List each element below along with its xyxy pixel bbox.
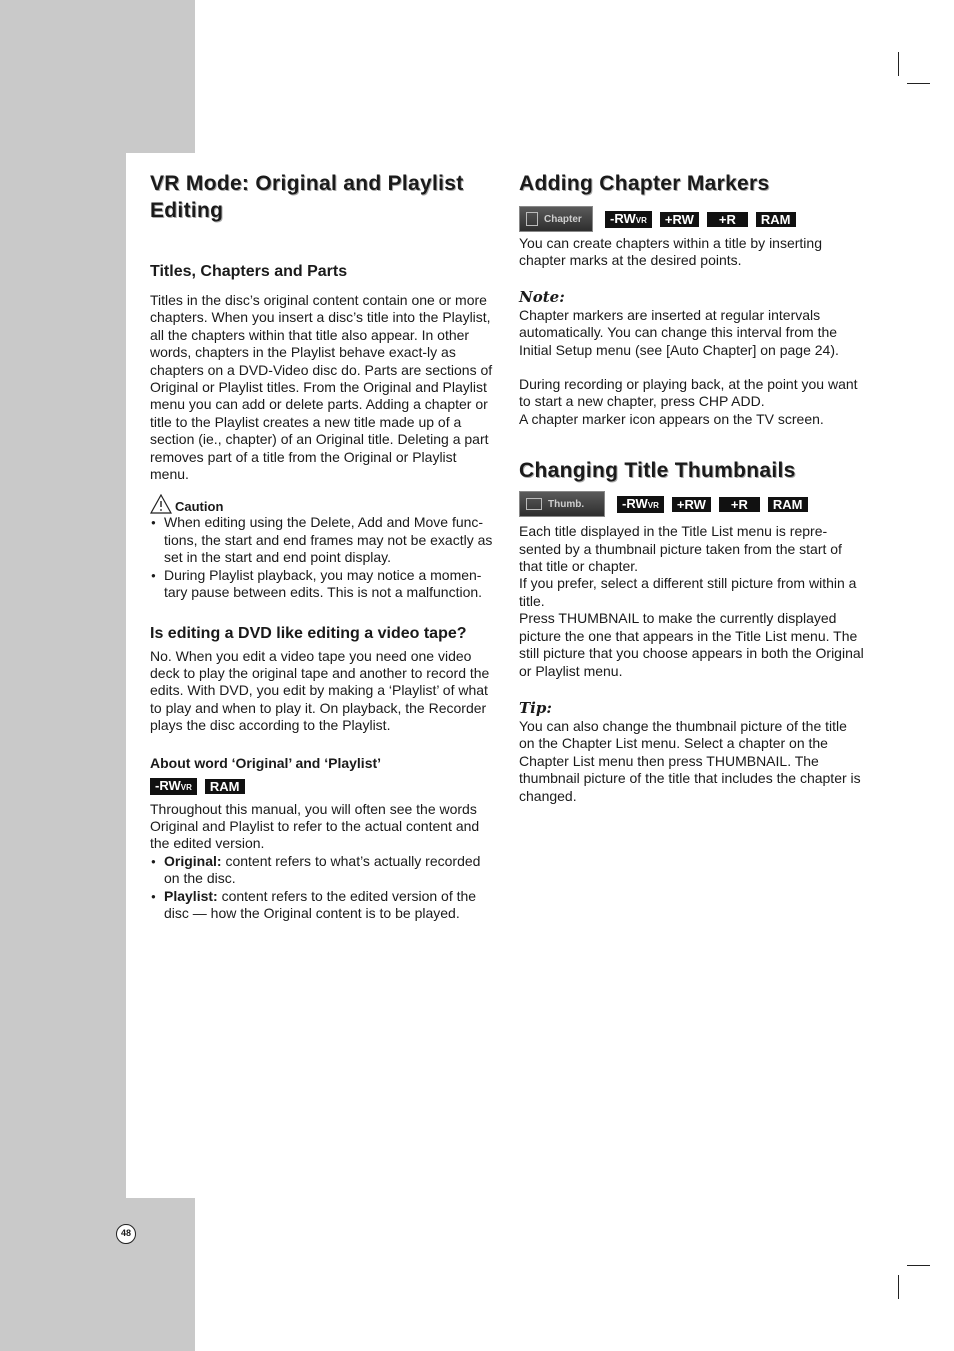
badge-plus-rw: +RW xyxy=(660,212,699,227)
badge-ram: RAM xyxy=(756,212,796,227)
list-item: ● When editing using the Delete, Add and Move func-tions, the start and end frames may not be exactly as set in the start and end point display. xyxy=(150,514,498,566)
body-paragraph: Each title displayed in the Title List menu is repre-sented by a thumbnail picture taken from the start of that title or chapter. xyxy=(519,523,842,575)
chapter-osd-icon: Chapter xyxy=(519,206,593,232)
crop-mark xyxy=(907,1265,930,1266)
margin-band-bottom xyxy=(0,1198,195,1351)
list-item: ● Original: content refers to what’s actually recorded on the disc. xyxy=(150,853,498,888)
section-title: Adding Chapter Markers xyxy=(519,172,770,195)
badge-plus-rw: +RW xyxy=(672,497,711,512)
note-label: Note: xyxy=(519,287,565,306)
caution-list xyxy=(150,514,498,601)
badge-rw-vr: -RWVR xyxy=(150,778,197,795)
body-paragraph: During recording or playing back, at the point you want to start a new chapter, press CHP ADD. xyxy=(519,376,858,410)
subsection-heading: Is editing a DVD like editing a video tape? xyxy=(150,624,467,642)
left-column xyxy=(150,170,498,922)
page-number: 48 xyxy=(116,1224,136,1244)
section-title: Changing Title Thumbnails xyxy=(519,459,796,483)
margin-band-top xyxy=(0,0,195,153)
note-body: Chapter markers are inserted at regular intervals automatically. You can change this interval from the Initial Setup menu (see [Auto Chapter] on page 24). xyxy=(519,306,839,358)
right-column xyxy=(519,170,864,805)
body-paragraph: Throughout this manual, you will often see the words Original and Playlist to refer to the actual content and the edited version. xyxy=(150,800,480,852)
body-paragraph: You can create chapters within a title by inserting chapter marks at the desired points. xyxy=(519,235,822,269)
crop-mark xyxy=(898,52,899,76)
disc-badges xyxy=(519,491,864,517)
badge-plus-r: +R xyxy=(707,212,748,227)
subsection-heading: Titles, Chapters and Parts xyxy=(150,263,348,280)
chapter-marker-icon xyxy=(526,212,538,226)
badge-ram: RAM xyxy=(205,779,245,794)
badge-ram: RAM xyxy=(768,497,808,512)
disc-badges xyxy=(150,778,498,795)
margin-band-left xyxy=(0,153,126,1198)
tip-label: Tip: xyxy=(519,698,552,717)
badge-rw-vr: -RWVR xyxy=(605,211,652,228)
definition-list xyxy=(150,853,498,923)
caution-block xyxy=(150,492,498,514)
body-paragraph: Titles in the disc’s original content contain one or more chapters. When you insert a disc’s title into the Playlist, all the chapters within that title also appear. In other words, chapters in the Playlist behave exact-ly as chapters on a DVD-Video disc do. Parts are sections of Original or Playlist titles. From the Original and Playlist menu you can add or delete parts. Adding a chapter or title to the Playlist creates a new title made up of a section (ie., chapter) of an Original title. Deleting a part removes part of a title from the Original or Playlist menu. xyxy=(150,292,493,483)
badge-plus-r: +R xyxy=(719,497,760,512)
disc-badges xyxy=(519,206,864,232)
body-paragraph: A chapter marker icon appears on the TV screen. xyxy=(519,410,824,427)
list-item: ● During Playlist playback, you may notice a momen-tary pause between edits. This is not a malfunction. xyxy=(150,567,498,602)
warning-triangle-icon xyxy=(150,494,172,514)
crop-mark xyxy=(898,1275,899,1299)
caution-label: Caution xyxy=(175,499,224,515)
body-paragraph: If you prefer, select a different still picture from within a title. xyxy=(519,575,857,609)
body-paragraph: No. When you edit a video tape you need one video deck to play the original tape and another to record the edits. With DVD, you edit by making a ‘Playlist’ of what to play and when to play it. On playback, the Recorder plays the disc according to the Playlist. xyxy=(150,647,490,734)
thumbnail-osd-icon: Thumb. xyxy=(519,491,605,517)
crop-mark xyxy=(907,83,930,84)
list-item: ● Playlist: content refers to the edited version of the disc — how the Original content is to be played. xyxy=(150,888,498,923)
body-paragraph: Press THUMBNAIL to make the currently displayed picture the one that appears in the Title List menu. The still picture that you choose appears in both the Original or Playlist menu. xyxy=(519,610,864,679)
subsection-heading: About word ‘Original’ and ‘Playlist’ xyxy=(150,754,382,771)
section-title: VR Mode: Original and Playlist Editing xyxy=(150,172,464,222)
badge-rw-vr: -RWVR xyxy=(617,496,664,513)
camera-icon xyxy=(526,498,542,510)
tip-body: You can also change the thumbnail picture of the title on the Chapter List menu. Select a chapter on the Chapter List menu then press THUMBNAIL. The thumbnail picture of the title that includes the chapter is changed. xyxy=(519,717,861,804)
